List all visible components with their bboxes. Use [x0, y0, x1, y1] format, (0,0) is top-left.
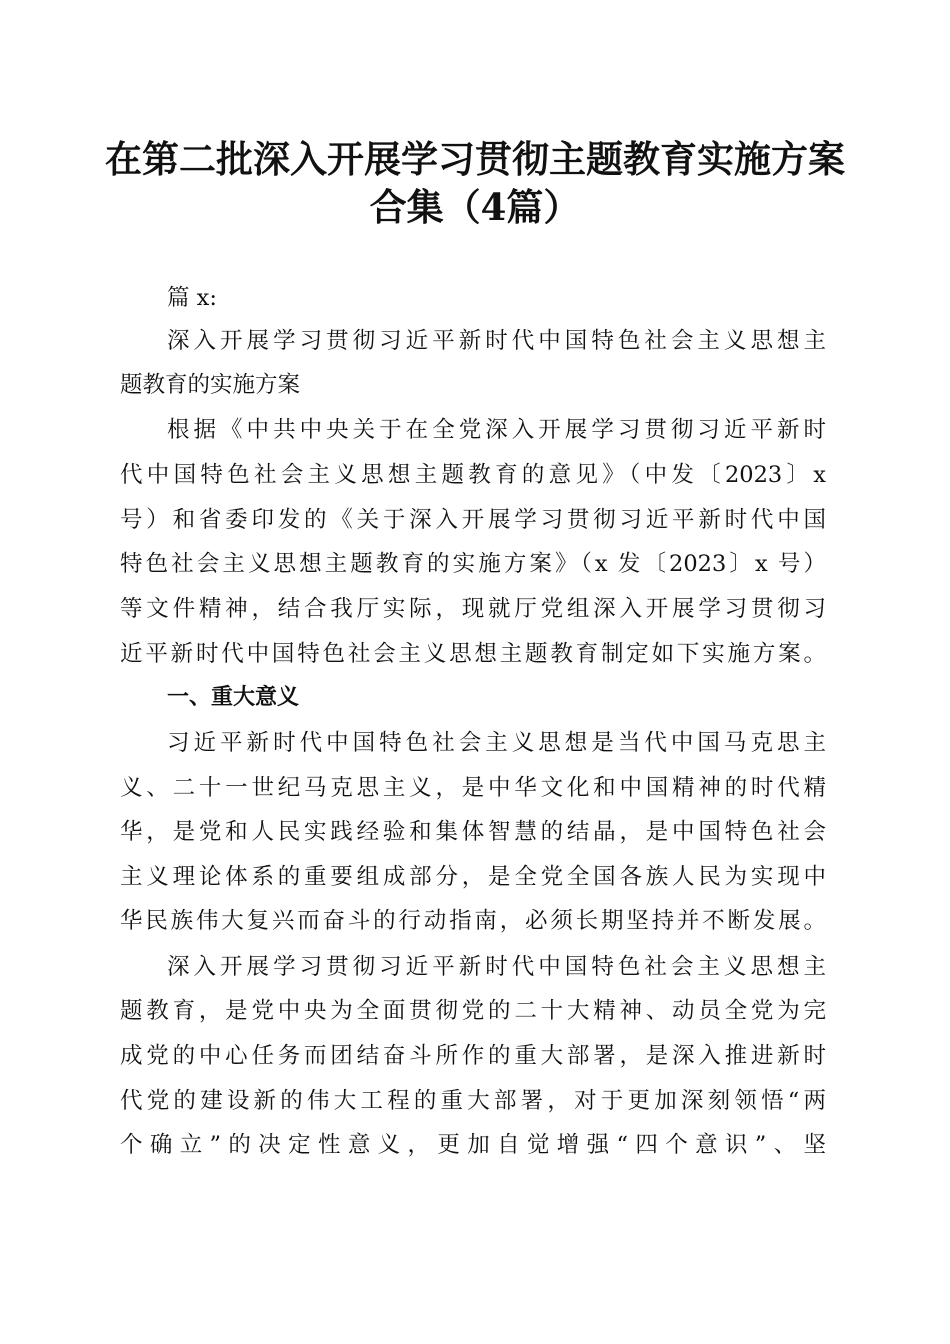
paragraph-line: 代中国特色社会主义思想主题教育的意见》（中发〔2023〕x [120, 462, 826, 488]
paragraph-line: 习近平新时代中国特色社会主义思想是当代中国马克思主 [167, 730, 826, 756]
paragraph-line: 根据《中共中央关于在全党深入开展学习贯彻习近平新时 [167, 417, 826, 443]
paragraph-line: 义、二十一世纪马克思主义，是中华文化和中国精神的时代精 [120, 775, 826, 801]
section-label: 篇 x: [167, 285, 217, 311]
paragraph-line: 题教育，是党中央为全面贯彻党的二十大精神、动员全党为完 [120, 998, 826, 1024]
paragraph-line: 成党的中心任务而团结奋斗所作的重大部署，是深入推进新时 [120, 1043, 826, 1069]
section-heading: 一、重大意义 [167, 685, 300, 710]
subtitle-line: 题教育的实施方案 [120, 372, 301, 398]
paragraph-line: 个确立”的决定性意义，更加自觉增强“四个意识”、坚 [120, 1132, 826, 1158]
paragraph-line: 等文件精神，结合我厅实际，现就厅党组深入开展学习贯彻习 [120, 596, 826, 622]
paragraph-line: 深入开展学习贯彻习近平新时代中国特色社会主义思想主 [167, 954, 826, 980]
paragraph-line: 代党的建设新的伟大工程的重大部署，对于更加深刻领悟“两 [120, 1088, 826, 1114]
paragraph-line: 主义理论体系的重要组成部分，是全党全国各族人民为实现中 [120, 864, 826, 890]
document-title-line-2: 合集（4篇） [369, 185, 581, 229]
subtitle-line: 深入开展学习贯彻习近平新时代中国特色社会主义思想主 [167, 328, 826, 354]
paragraph-line: 近平新时代中国特色社会主义思想主题教育制定如下实施方案。 [120, 641, 826, 667]
paragraph-line: 号）和省委印发的《关于深入开展学习贯彻习近平新时代中国 [120, 507, 826, 533]
paragraph-line: 华民族伟大复兴而奋斗的行动指南，必须长期坚持并不断发展。 [120, 908, 826, 934]
paragraph-line: 特色社会主义思想主题教育的实施方案》（x 发〔2023〕x 号） [120, 551, 826, 577]
paragraph-line: 华，是党和人民实践经验和集体智慧的结晶，是中国特色社会 [120, 819, 826, 845]
document-title-line-1: 在第二批深入开展学习贯彻主题教育实施方案 [105, 137, 845, 181]
